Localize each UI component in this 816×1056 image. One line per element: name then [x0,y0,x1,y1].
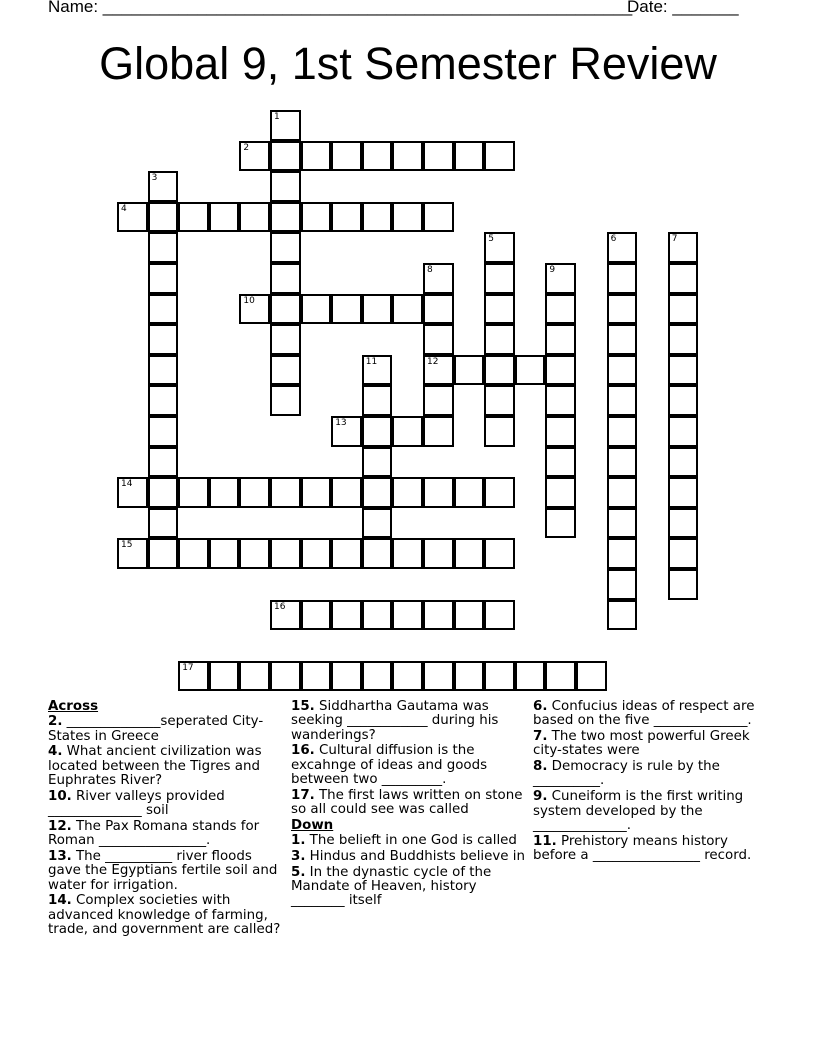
clue-number: 6 [610,234,617,245]
clue-number: 3. [291,848,306,864]
name-field[interactable]: Name: ________________________________________________________ [48,0,633,16]
crossword-cell[interactable] [362,416,393,447]
crossword-cell[interactable] [178,661,209,692]
crossword-cell[interactable] [668,232,699,263]
crossword-cell[interactable] [545,477,576,508]
clue-number: 17. [291,787,315,803]
clue-text: Cultural diffusion is the excahnge of ideas and goods between two _________. [291,743,488,787]
clue-number: 7 [671,234,678,245]
crossword-cell[interactable] [148,355,179,386]
crossword-cell[interactable] [515,661,546,692]
page-title: Global 9, 1st Semester Review [99,38,717,89]
crossword-cell[interactable] [362,538,393,569]
crossword-cell[interactable] [331,416,362,447]
crossword-cell[interactable] [392,294,423,325]
crossword-cell[interactable] [270,600,301,631]
clue-across [48,850,288,893]
clue-number: 12. [48,818,72,834]
clue-number: 6. [533,699,548,714]
crossword-cell[interactable] [209,202,240,233]
clue-down [533,790,773,833]
clue-text: ______________seperated City-States in Greece [48,714,264,744]
clue-across [291,700,531,743]
crossword-cell[interactable] [392,141,423,172]
crossword-cell[interactable] [117,202,148,233]
clue-down [291,866,531,909]
clue-number: 11. [533,833,557,849]
crossword-cell[interactable] [423,538,454,569]
crossword-cell[interactable] [239,661,270,692]
crossword-cell[interactable] [484,416,515,447]
crossword-cell[interactable] [484,263,515,294]
crossword-cell[interactable] [668,324,699,355]
crossword-cell[interactable] [423,600,454,631]
crossword-cell[interactable] [148,477,179,508]
clue-number: 4 [121,203,127,214]
crossword-cell[interactable] [270,355,301,386]
clue-number: 10 [243,295,255,306]
crossword-cell[interactable] [117,538,148,569]
crossword-cell[interactable] [178,538,209,569]
crossword-cell[interactable] [392,600,423,631]
crossword-cell[interactable] [239,294,270,325]
clue-across [48,894,288,937]
crossword-cell[interactable] [148,232,179,263]
crossword-cell[interactable] [392,202,423,233]
crossword-cell[interactable] [331,538,362,569]
clue-number: 2 [243,142,250,153]
crossword-cell[interactable] [423,416,454,447]
crossword-cell[interactable] [362,202,393,233]
crossword-cell[interactable] [392,416,423,447]
clue-down [291,834,531,848]
clue-across [48,790,288,819]
crossword-cell[interactable] [270,232,301,263]
crossword-cell[interactable] [454,661,485,692]
crossword-cell[interactable] [270,141,301,172]
clue-number: 15 [121,540,133,551]
crossword-cell[interactable] [331,202,362,233]
crossword-cell[interactable] [607,600,638,631]
crossword-cell[interactable] [545,355,576,386]
crossword-cell[interactable] [148,447,179,478]
crossword-cell[interactable] [423,661,454,692]
clue-text: River valleys provided ______________ soil [48,788,225,819]
crossword-cell[interactable] [607,477,638,508]
crossword-cell[interactable] [301,294,332,325]
crossword-cell[interactable] [392,477,423,508]
clues-column-3 [533,700,773,865]
crossword-cell[interactable] [331,294,362,325]
crossword-cell[interactable] [301,141,332,172]
clue-across [291,789,531,818]
crossword-cell[interactable] [178,477,209,508]
crossword-cell[interactable] [270,171,301,202]
date-field[interactable]: Date: _______ [627,0,739,16]
crossword-cell[interactable] [484,232,515,263]
crossword-cell[interactable] [301,538,332,569]
crossword-cell[interactable] [209,477,240,508]
clue-number: 16 [274,601,286,612]
crossword-cell[interactable] [209,538,240,569]
crossword-cell[interactable] [607,324,638,355]
crossword-cell[interactable] [607,294,638,325]
crossword-cell[interactable] [301,661,332,692]
crossword-cell[interactable] [331,477,362,508]
crossword-cell[interactable] [362,385,393,416]
crossword-cell[interactable] [270,294,301,325]
crossword-cell[interactable] [270,477,301,508]
crossword-cell[interactable] [423,477,454,508]
crossword-cell[interactable] [392,661,423,692]
clue-number: 17 [182,662,194,673]
clue-text: What ancient civilization was located between the Tigres and Euphrates River? [48,744,262,788]
crossword-cell[interactable] [545,385,576,416]
crossword-cell[interactable] [545,447,576,478]
crossword-cell[interactable] [607,508,638,539]
crossword-cell[interactable] [454,477,485,508]
crossword-cell[interactable] [331,661,362,692]
crossword-cell[interactable] [668,508,699,539]
crossword-cell[interactable] [301,477,332,508]
crossword-cell[interactable] [607,416,638,447]
clue-number: 11 [365,356,378,367]
clue-text: The two most powerful Greek city-states were [533,729,750,759]
crossword-cell[interactable] [668,294,699,325]
crossword-cell[interactable] [607,355,638,386]
crossword-cell[interactable] [178,202,209,233]
crossword-cell[interactable] [607,569,638,600]
clue-text: The first laws written on stone so all could see was called [291,787,523,818]
clue-across [48,745,288,788]
clues-column-2 [291,700,531,910]
crossword-cell[interactable] [668,416,699,447]
crossword-cell[interactable] [362,508,393,539]
clue-number: 9 [549,265,556,275]
crossword-cell[interactable] [607,232,638,263]
crossword-cell[interactable] [607,447,638,478]
crossword-cell[interactable] [270,538,301,569]
crossword-cell[interactable] [454,600,485,631]
clue-text: Complex societies with advanced knowledge of farming, trade, and government are called? [48,893,281,937]
crossword-cell[interactable] [545,661,576,692]
crossword-cell[interactable] [239,202,270,233]
crossword-cell[interactable] [545,508,576,539]
crossword-cell[interactable] [239,477,270,508]
crossword-cell[interactable] [362,600,393,631]
crossword-cell[interactable] [484,477,515,508]
crossword-cell[interactable] [484,661,515,692]
crossword-cell[interactable] [484,385,515,416]
crossword-cell[interactable] [362,294,393,325]
crossword-cell[interactable] [148,171,179,202]
crossword-cell[interactable] [423,385,454,416]
crossword-cell[interactable] [148,263,179,294]
crossword-cell[interactable] [607,385,638,416]
crossword-cell[interactable] [607,538,638,569]
crossword-cell[interactable] [668,385,699,416]
crossword-cell[interactable] [668,263,699,294]
crossword-cell[interactable] [545,263,576,294]
clue-across [48,715,288,744]
crossword-cell[interactable] [668,538,699,569]
clue-text: Prehistory means history before a ________________ record. [533,833,752,863]
clue-number: 5. [291,864,306,880]
crossword-cell[interactable] [362,355,393,386]
crossword-cell[interactable] [392,538,423,569]
crossword-cell[interactable] [117,477,148,508]
clue-down [533,760,773,789]
clue-text: The __________ river floods gave the Egyptians fertile soil and water for irrigation. [48,848,278,893]
crossword-cell[interactable] [423,324,454,355]
crossword-cell[interactable] [270,110,301,141]
clue-number: 13. [48,848,72,864]
down-heading: Down [291,817,334,833]
crossword-cell[interactable] [270,324,301,355]
crossword-cell[interactable] [668,477,699,508]
clue-down [291,850,531,864]
crossword-cell[interactable] [576,661,607,692]
crossword-cell[interactable] [362,141,393,172]
crossword-cell[interactable] [423,355,454,386]
crossword-cell[interactable] [668,355,699,386]
across-heading: Across [48,699,99,714]
clue-down [533,730,773,759]
crossword-cell[interactable] [423,294,454,325]
crossword-cell[interactable] [668,447,699,478]
crossword-cell[interactable] [423,141,454,172]
clue-number: 16. [291,743,315,759]
clue-number: 1. [291,833,306,849]
crossword-cell[interactable] [484,324,515,355]
crossword-cell[interactable] [270,202,301,233]
clue-number: 13 [335,418,347,428]
clue-number: 14. [48,893,72,909]
clue-number: 3 [151,173,158,184]
clue-text: Siddhartha Gautama was seeking ____________ during his wanderings? [291,699,499,743]
clue-down [533,700,773,729]
crossword-cell[interactable] [148,294,179,325]
crossword-cell[interactable] [270,385,301,416]
crossword-cell[interactable] [301,202,332,233]
clue-number: 2. [48,714,63,730]
crossword-cell[interactable] [209,661,240,692]
clue-text: Democracy is rule by the __________. [533,759,720,789]
clue-across [48,820,288,849]
crossword-cell[interactable] [484,141,515,172]
clue-text: The belieft in one God is called [309,833,517,849]
crossword-cell[interactable] [484,600,515,631]
crossword-cell[interactable] [454,141,485,172]
crossword-cell[interactable] [545,324,576,355]
crossword-cell[interactable] [515,355,546,386]
clue-number: 5 [488,234,494,245]
crossword-cell[interactable] [148,538,179,569]
crossword-cell[interactable] [545,294,576,325]
crossword-cell[interactable] [668,569,699,600]
clues-column-1 [48,700,288,939]
crossword-cell[interactable] [362,447,393,478]
clue-text: Confucius ideas of respect are based on the five ______________. [533,699,755,729]
crossword-cell[interactable] [148,324,179,355]
clue-number: 8 [427,265,433,275]
clue-number: 15. [291,699,315,714]
crossword-cell[interactable] [331,600,362,631]
clue-number: 9. [533,789,548,805]
crossword-cell[interactable] [545,416,576,447]
clue-number: 12 [427,356,439,367]
clue-down [533,835,773,864]
clue-text: Hindus and Buddhists believe in [309,848,526,864]
crossword-cell[interactable] [148,202,179,233]
crossword-cell[interactable] [301,600,332,631]
crossword-cell[interactable] [239,141,270,172]
crossword-cell[interactable] [362,477,393,508]
clue-across [291,744,531,787]
crossword-cell[interactable] [362,661,393,692]
clue-number: 1 [274,112,280,122]
crossword-cell[interactable] [484,355,515,386]
clue-number: 8. [533,759,548,775]
crossword-cell[interactable] [607,263,638,294]
crossword-cell[interactable] [423,202,454,233]
clue-number: 4. [48,744,63,760]
crossword-cell[interactable] [239,538,270,569]
crossword-cell[interactable] [148,416,179,447]
crossword-cell[interactable] [423,263,454,294]
crossword-cell[interactable] [454,355,485,386]
crossword-cell[interactable] [331,141,362,172]
clue-text: Cuneiform is the first writing system developed by the ______________. [533,789,744,833]
crossword-cell[interactable] [148,508,179,539]
clue-text: The Pax Romana stands for Roman ________________. [48,818,260,849]
clue-number: 14 [121,479,133,490]
crossword-cell[interactable] [454,538,485,569]
clue-number: 7. [533,729,548,745]
crossword-cell[interactable] [484,294,515,325]
clue-text: In the dynastic cycle of the Mandate of Heaven, history ________ itself [291,864,492,909]
crossword-cell[interactable] [484,538,515,569]
crossword-cell[interactable] [148,385,179,416]
crossword-cell[interactable] [270,263,301,294]
clue-number: 10. [48,788,72,804]
crossword-cell[interactable] [270,661,301,692]
